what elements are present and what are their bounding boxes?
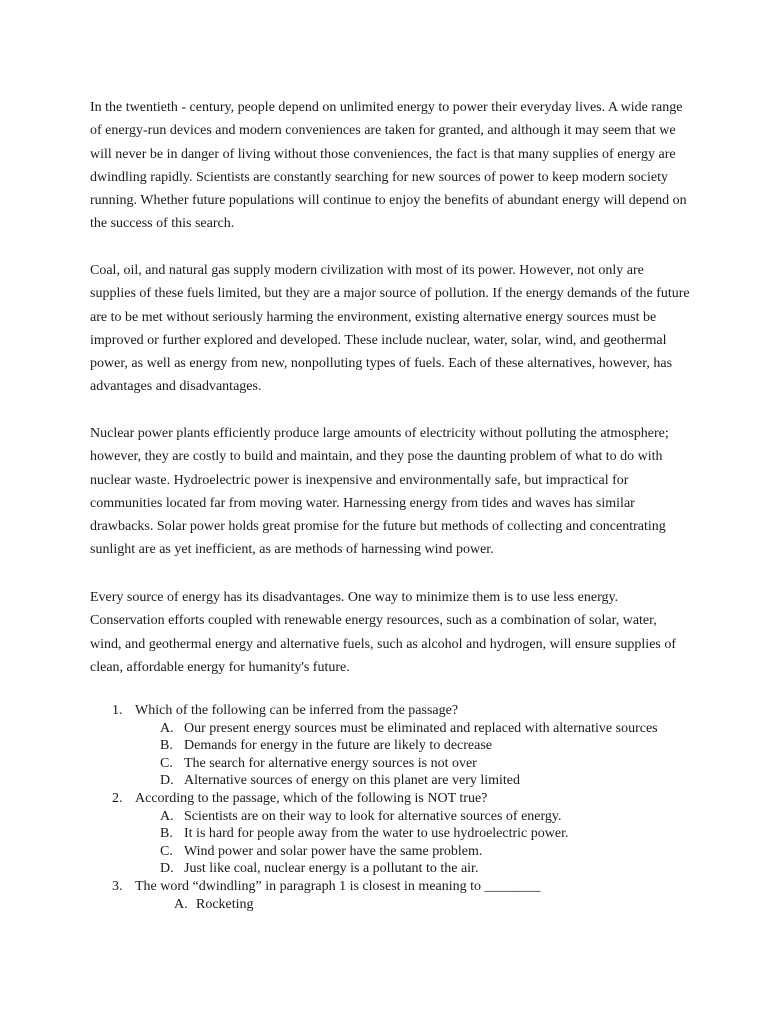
option-text: Demands for energy in the future are likely to decrease [184,738,492,754]
option-letter: B. [160,738,173,754]
option-letter: C. [160,843,173,859]
question-list [0,702,768,913]
question-1 [0,702,768,720]
question-1-option-d [0,772,768,790]
question-2-option-b [0,825,768,843]
option-text: The search for alternative energy sources is not over [184,755,477,771]
option-text: Just like coal, nuclear energy is a pollutant to the air. [184,861,479,877]
option-letter: C. [160,755,173,771]
question-2-option-c [0,843,768,861]
option-letter: D. [160,861,174,877]
question-text: The word “dwindling” in paragraph 1 is closest in meaning to ________ [135,878,541,894]
option-text: Our present energy sources must be eliminated and replaced with alternative sources [184,720,658,736]
option-text: Wind power and solar power have the same problem. [184,843,483,859]
question-1-option-a [0,720,768,738]
passage-paragraph-2: Coal, oil, and natural gas supply modern civilization with most of its power. However, not only are supplies of these fuels limited, but they are a major source of pollution. If the energy demands of the future are to be met without seriously harming the environment, existing alternative energy sources must be improved or further explored and developed. These include nuclear, water, solar, wind, and geothermal power, as well as energy from new, nonpolluting types of fuels. Each of these alternatives, however, has advantages and disadvantages. [90,263,690,395]
option-text: It is hard for people away from the water to use hydroelectric power. [184,826,569,842]
option-text: Rocketing [196,896,254,912]
option-text: Scientists are on their way to look for alternative sources of energy. [184,808,562,824]
option-text: Alternative sources of energy on this planet are very limited [184,773,521,789]
question-1-option-c [0,755,768,773]
question-1-option-b [0,737,768,755]
question-2-option-d [0,860,768,878]
passage-paragraph-3: Nuclear power plants efficiently produce large amounts of electricity without polluting the atmosphere; however, they are costly to build and maintain, and they pose the daunting problem of what to do with nuclear waste. Hydroelectric power is inexpensive and environmentally safe, but impractical for communities located far from moving water. Harnessing energy from tides and waves has similar drawbacks. Solar power holds great promise for the future but methods of collecting and concentrating sunlight are as yet inefficient, as are methods of harnessing wind power. [90,426,669,558]
question-2-option-a [0,808,768,826]
question-3-option-a [0,896,768,914]
question-text: Which of the following can be inferred from the passage? [135,703,459,718]
option-letter: A. [174,896,188,912]
question-number: 2. [112,790,123,806]
option-letter: A. [160,720,174,736]
question-number: 1. [112,703,123,718]
passage-paragraph-1: In the twentieth - century, people depend on unlimited energy to power their everyday lives. A wide range of energy-run devices and modern conveniences are taken for granted, and although it may seem that we will never be in danger of living without those conveniences, the fact is that many supplies of energy are dwindling rapidly. Scientists are constantly searching for new sources of power to keep modern society running. Whether future populations will continue to enjoy the benefits of abundant energy will depend on the success of this search. [90,100,687,232]
passage-paragraph-4: Every source of energy has its disadvantages. One way to minimize them is to use less energy. Conservation efforts coupled with renewable energy resources, such as a combination of solar, water, wind, and geothermal energy and alternative fuels, such as alcohol and hydrogen, will ensure supplies of clean, affordable energy for humanity's future. [90,590,677,675]
option-letter: B. [160,826,173,842]
question-3 [0,878,768,896]
question-number: 3. [112,878,123,894]
option-letter: D. [160,773,174,789]
question-2 [0,790,768,808]
question-text: According to the passage, which of the following is NOT true? [135,790,488,806]
option-letter: A. [160,808,174,824]
